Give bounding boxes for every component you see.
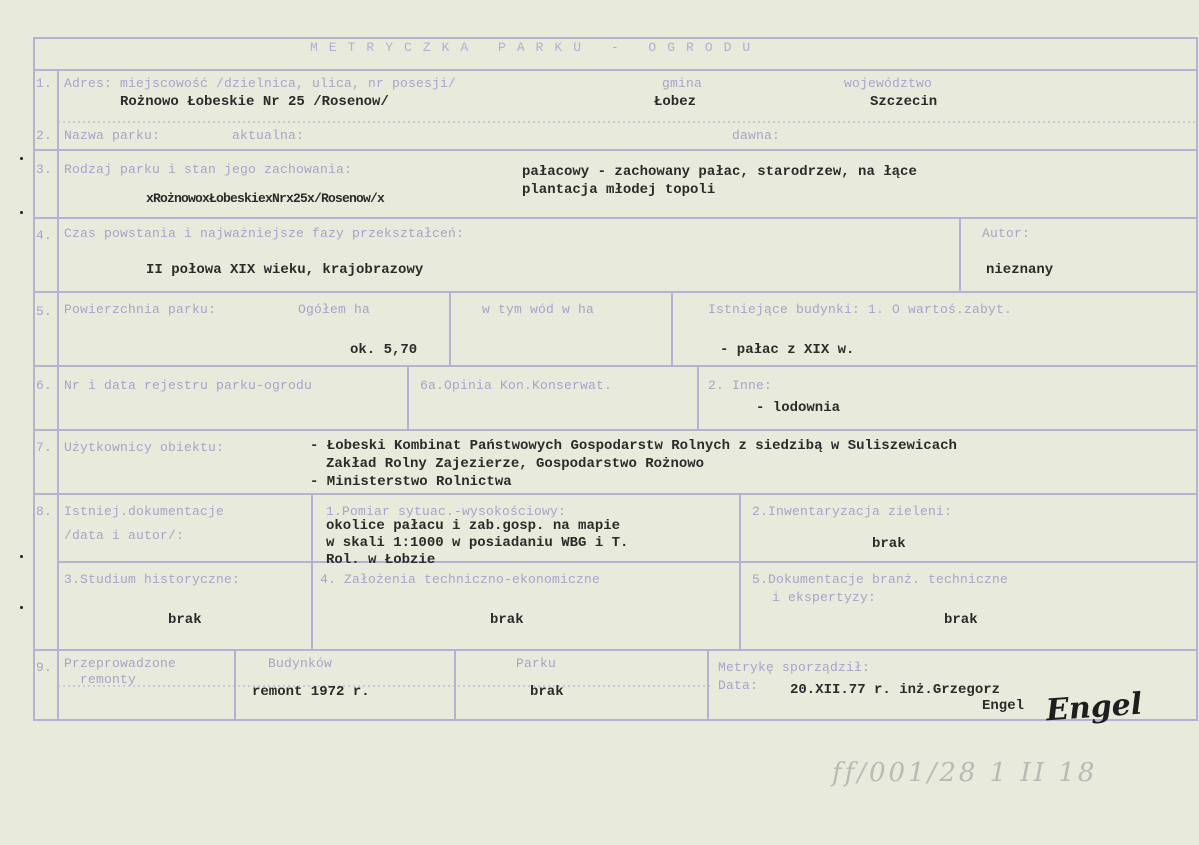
other-buildings-value: - lodownia [756,400,841,416]
margin-dot [20,157,23,160]
voivodeship-value: Szczecin [870,94,938,110]
total-area-value: ok. 5,70 [350,342,418,358]
expert-docs-label: 5.Dokumentacje branż. techniczne [752,572,1009,587]
building-repairs-value: remont 1972 r. [252,684,370,700]
former-name-label: dawna: [732,128,781,143]
park-type-line-1: pałacowy - zachowany pałac, starodrzew, na łące [522,164,917,180]
survey-line-3: Rol. w Łobzie [326,552,436,568]
row-number-2: 2. [36,128,53,143]
inventory-value: brak [872,536,906,552]
voivodeship-label: województwo [844,76,933,91]
pencil-note: ff/001/28 1 II 18 [832,758,1098,788]
origin-value: II połowa XIX wieku, krajobrazowy [146,262,424,278]
row-number-9: 9. [36,660,53,675]
repairs-label-2: remonty [80,672,137,687]
row-number-6: 6. [36,378,53,393]
buildings-value: - pałac z XIX w. [720,342,855,358]
prepared-by-value-2: Engel [982,698,1025,714]
address-label: Adres: miejscowość /dzielnica, ulica, nr posesji/ [64,76,457,91]
row-number-1: 1. [36,76,53,91]
buildings-label: Istniejące budynki: 1. O wartoś.zabyt. [708,302,1013,317]
users-line-1: - Łobeski Kombinat Państwowych Gospodarstw Rolnych z siedzibą w Suliszewicach [310,438,957,454]
survey-label: 1.Pomiar sytuac.-wysokościowy: [326,504,567,519]
documentation-label: Istniej.dokumentacje [64,504,225,519]
water-area-label: w tym wód w ha [482,302,595,317]
total-area-label: Ogółem ha [298,302,371,317]
expert-docs-value: brak [944,612,978,628]
users-line-3: - Ministerstwo Rolnictwa [310,474,512,490]
building-repairs-label: Budynków [268,656,333,671]
other-buildings-label: 2. Inne: [708,378,773,393]
history-study-label: 3.Studium historyczne: [64,572,241,587]
history-study-value: brak [168,612,202,628]
users-label: Użytkownicy obiektu: [64,440,225,455]
park-name-label: Nazwa parku: [64,128,161,143]
technical-value: brak [490,612,524,628]
survey-line-2: w skali 1:1000 w posiadaniu WBG i T. [326,535,629,551]
margin-dot [20,211,23,214]
address-value: Rożnowo Łobeskie Nr 25 /Rosenow/ [120,94,389,110]
register-label: Nr i data rejestru parku-ogrodu [64,378,313,393]
repairs-label: Przeprowadzone [64,656,177,671]
technical-label: 4. Założenia techniczno-ekonomiczne [320,572,601,587]
gmina-value: Łobez [654,94,697,110]
form-title: METRYCZKA PARKU - OGRODU [310,40,762,55]
row-number-3: 3. [36,162,53,177]
prepared-by-value-1: 20.XII.77 r. inż.Grzegorz [790,682,1001,698]
row-number-5: 5. [36,304,53,319]
park-type-line-2: plantacja młodej topoli [522,182,716,198]
struck-out-text: xRożnowoxŁobeskiexNrx25x/Rosenow/x [146,191,385,206]
users-line-2: Zakład Rolny Zajezierze, Gospodarstwo Rożnowo [326,456,705,472]
expert-docs-label-2: i ekspertyzy: [772,590,877,605]
author-value: nieznany [986,262,1054,278]
row-number-4: 4. [36,228,53,243]
inventory-label: 2.Inwentaryzacja zieleni: [752,504,953,519]
park-type-label: Rodzaj parku i stan jego zachowania: [64,162,353,177]
park-repairs-value: brak [530,684,564,700]
gmina-label: gmina [662,76,703,91]
row-number-8: 8. [36,504,53,519]
author-label: Autor: [982,226,1031,241]
row-number-7: 7. [36,440,53,455]
survey-line-1: okolice pałacu i zab.gosp. na mapie [326,518,621,534]
current-name-label: aktualna: [232,128,305,143]
documentation-label-2: /data i autor/: [64,528,185,543]
margin-dot [20,606,23,609]
prepared-by-label: Metrykę sporządził: [718,660,871,675]
signature: Engel [1044,686,1144,729]
margin-dot [20,555,23,558]
park-repairs-label: Parku [516,656,557,671]
date-label: Data: [718,678,759,693]
area-label: Powierzchnia parku: [64,302,217,317]
origin-label: Czas powstania i najważniejsze fazy przekształceń: [64,226,465,241]
conservator-opinion-label: 6a.Opinia Kon.Konserwat. [420,378,613,393]
